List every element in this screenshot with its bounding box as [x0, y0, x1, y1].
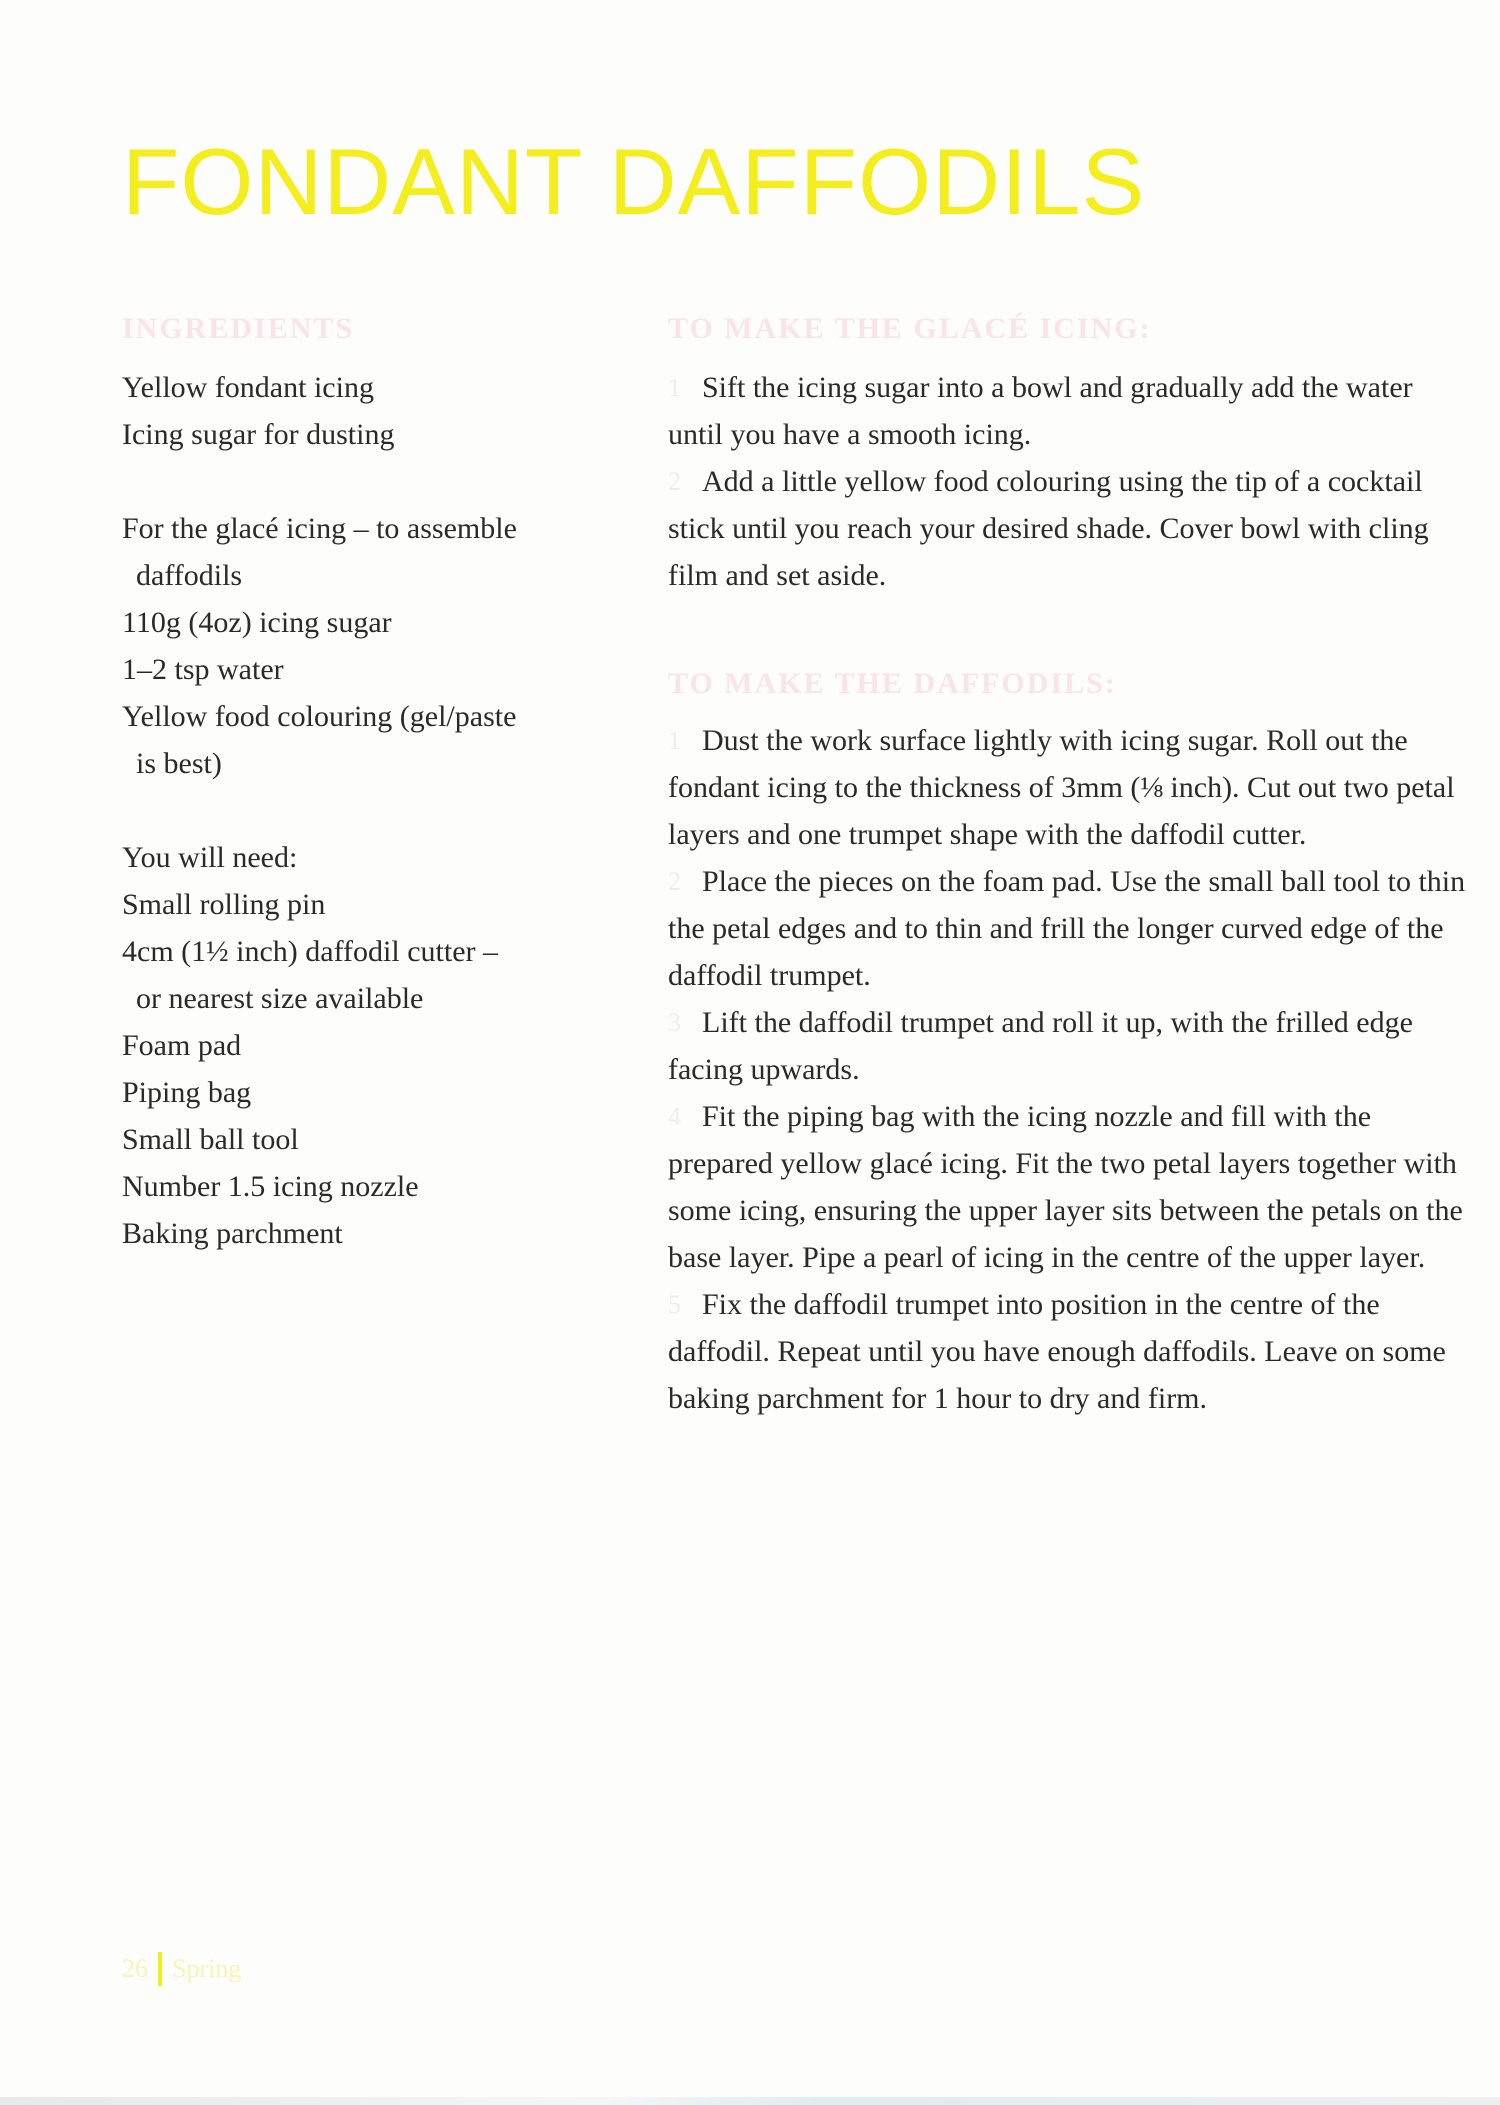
step-number: 2: [668, 867, 681, 896]
ingredients-column: [122, 312, 612, 1257]
equipment-item: Piping bag: [122, 1076, 252, 1109]
step-text: Add a little yellow food colouring using the tip of a cocktail stick until you reach your desired shade. Cover bowl with cling film and set aside.: [668, 465, 1429, 592]
step-text: Dust the work surface lightly with icing sugar. Roll out the fondant icing to the thickness of 3mm (⅛ inch). Cut out two petal layers and one trumpet shape with the daffodil cutter.: [668, 724, 1455, 851]
page-edge: [0, 2097, 1500, 2105]
section-name: Spring: [172, 1954, 242, 1983]
footer-divider: [158, 1952, 162, 1986]
ingredients-heading: INGREDIENTS: [122, 312, 355, 345]
daffodil-steps: [668, 717, 1468, 1422]
ingredient-line: Yellow fondant icing: [122, 371, 374, 404]
step-number: 2: [668, 467, 681, 496]
ingredients-group-1: [122, 364, 612, 458]
step-text: Fit the piping bag with the icing nozzle and fill with the prepared yellow glacé icing. Fit the two petal layers together with some icing, ensuring the upper layer sits between the petals on the base layer. Pipe a pearl of icing in the centre of the upper layer.: [668, 1100, 1463, 1274]
glace-heading: TO MAKE THE GLACÉ ICING:: [668, 312, 1152, 345]
page-number: 26: [122, 1954, 148, 1983]
step-number: 3: [668, 1008, 681, 1037]
method-step: [668, 858, 1468, 999]
ingredient-line: daffodils: [136, 559, 243, 592]
method-step: [668, 717, 1468, 858]
method-step: [668, 1281, 1468, 1422]
equipment-item: Foam pad: [122, 1029, 242, 1062]
ingredient-line: 110g (4oz) icing sugar: [122, 606, 392, 639]
ingredient-line: is best): [136, 747, 222, 780]
ingredient-line: For the glacé icing – to assemble: [122, 512, 517, 545]
glace-steps: [668, 364, 1468, 599]
step-number: 4: [668, 1102, 681, 1131]
ingredient-line: Yellow food colouring (gel/paste: [122, 700, 517, 733]
equipment-list: [122, 834, 612, 1257]
method-step: [668, 1093, 1468, 1281]
daffodils-heading: TO MAKE THE DAFFODILS:: [668, 667, 1117, 700]
equipment-heading: You will need:: [122, 841, 298, 874]
equipment-item: or nearest size available: [136, 982, 424, 1015]
step-text: Fix the daffodil trumpet into position in the centre of the daffodil. Repeat until you have enough daffodils. Leave on some baking parchment for 1 hour to dry and firm.: [668, 1288, 1446, 1415]
equipment-item: Number 1.5 icing nozzle: [122, 1170, 419, 1203]
step-number: 1: [668, 726, 681, 755]
step-text: Place the pieces on the foam pad. Use the small ball tool to thin the petal edges and to thin and frill the longer curved edge of the daffodil trumpet.: [668, 865, 1466, 992]
method-step: [668, 999, 1468, 1093]
step-text: Sift the icing sugar into a bowl and gradually add the water until you have a smooth icing.: [668, 371, 1413, 451]
step-text: Lift the daffodil trumpet and roll it up, with the frilled edge facing upwards.: [668, 1006, 1413, 1086]
equipment-item: Small rolling pin: [122, 888, 326, 921]
method-column: [668, 312, 1468, 1422]
page-title: FONDANT DAFFODILS: [122, 129, 1146, 234]
method-step: [668, 458, 1468, 599]
page-footer: [122, 1952, 241, 1986]
step-number: 1: [668, 373, 681, 402]
ingredients-group-2: [122, 505, 612, 787]
equipment-item: Small ball tool: [122, 1123, 299, 1156]
equipment-item: Baking parchment: [122, 1217, 343, 1250]
ingredient-line: Icing sugar for dusting: [122, 418, 395, 451]
step-number: 5: [668, 1290, 681, 1319]
ingredient-line: 1–2 tsp water: [122, 653, 284, 686]
method-step: [668, 364, 1468, 458]
equipment-item: 4cm (1½ inch) daffodil cutter –: [122, 935, 498, 968]
